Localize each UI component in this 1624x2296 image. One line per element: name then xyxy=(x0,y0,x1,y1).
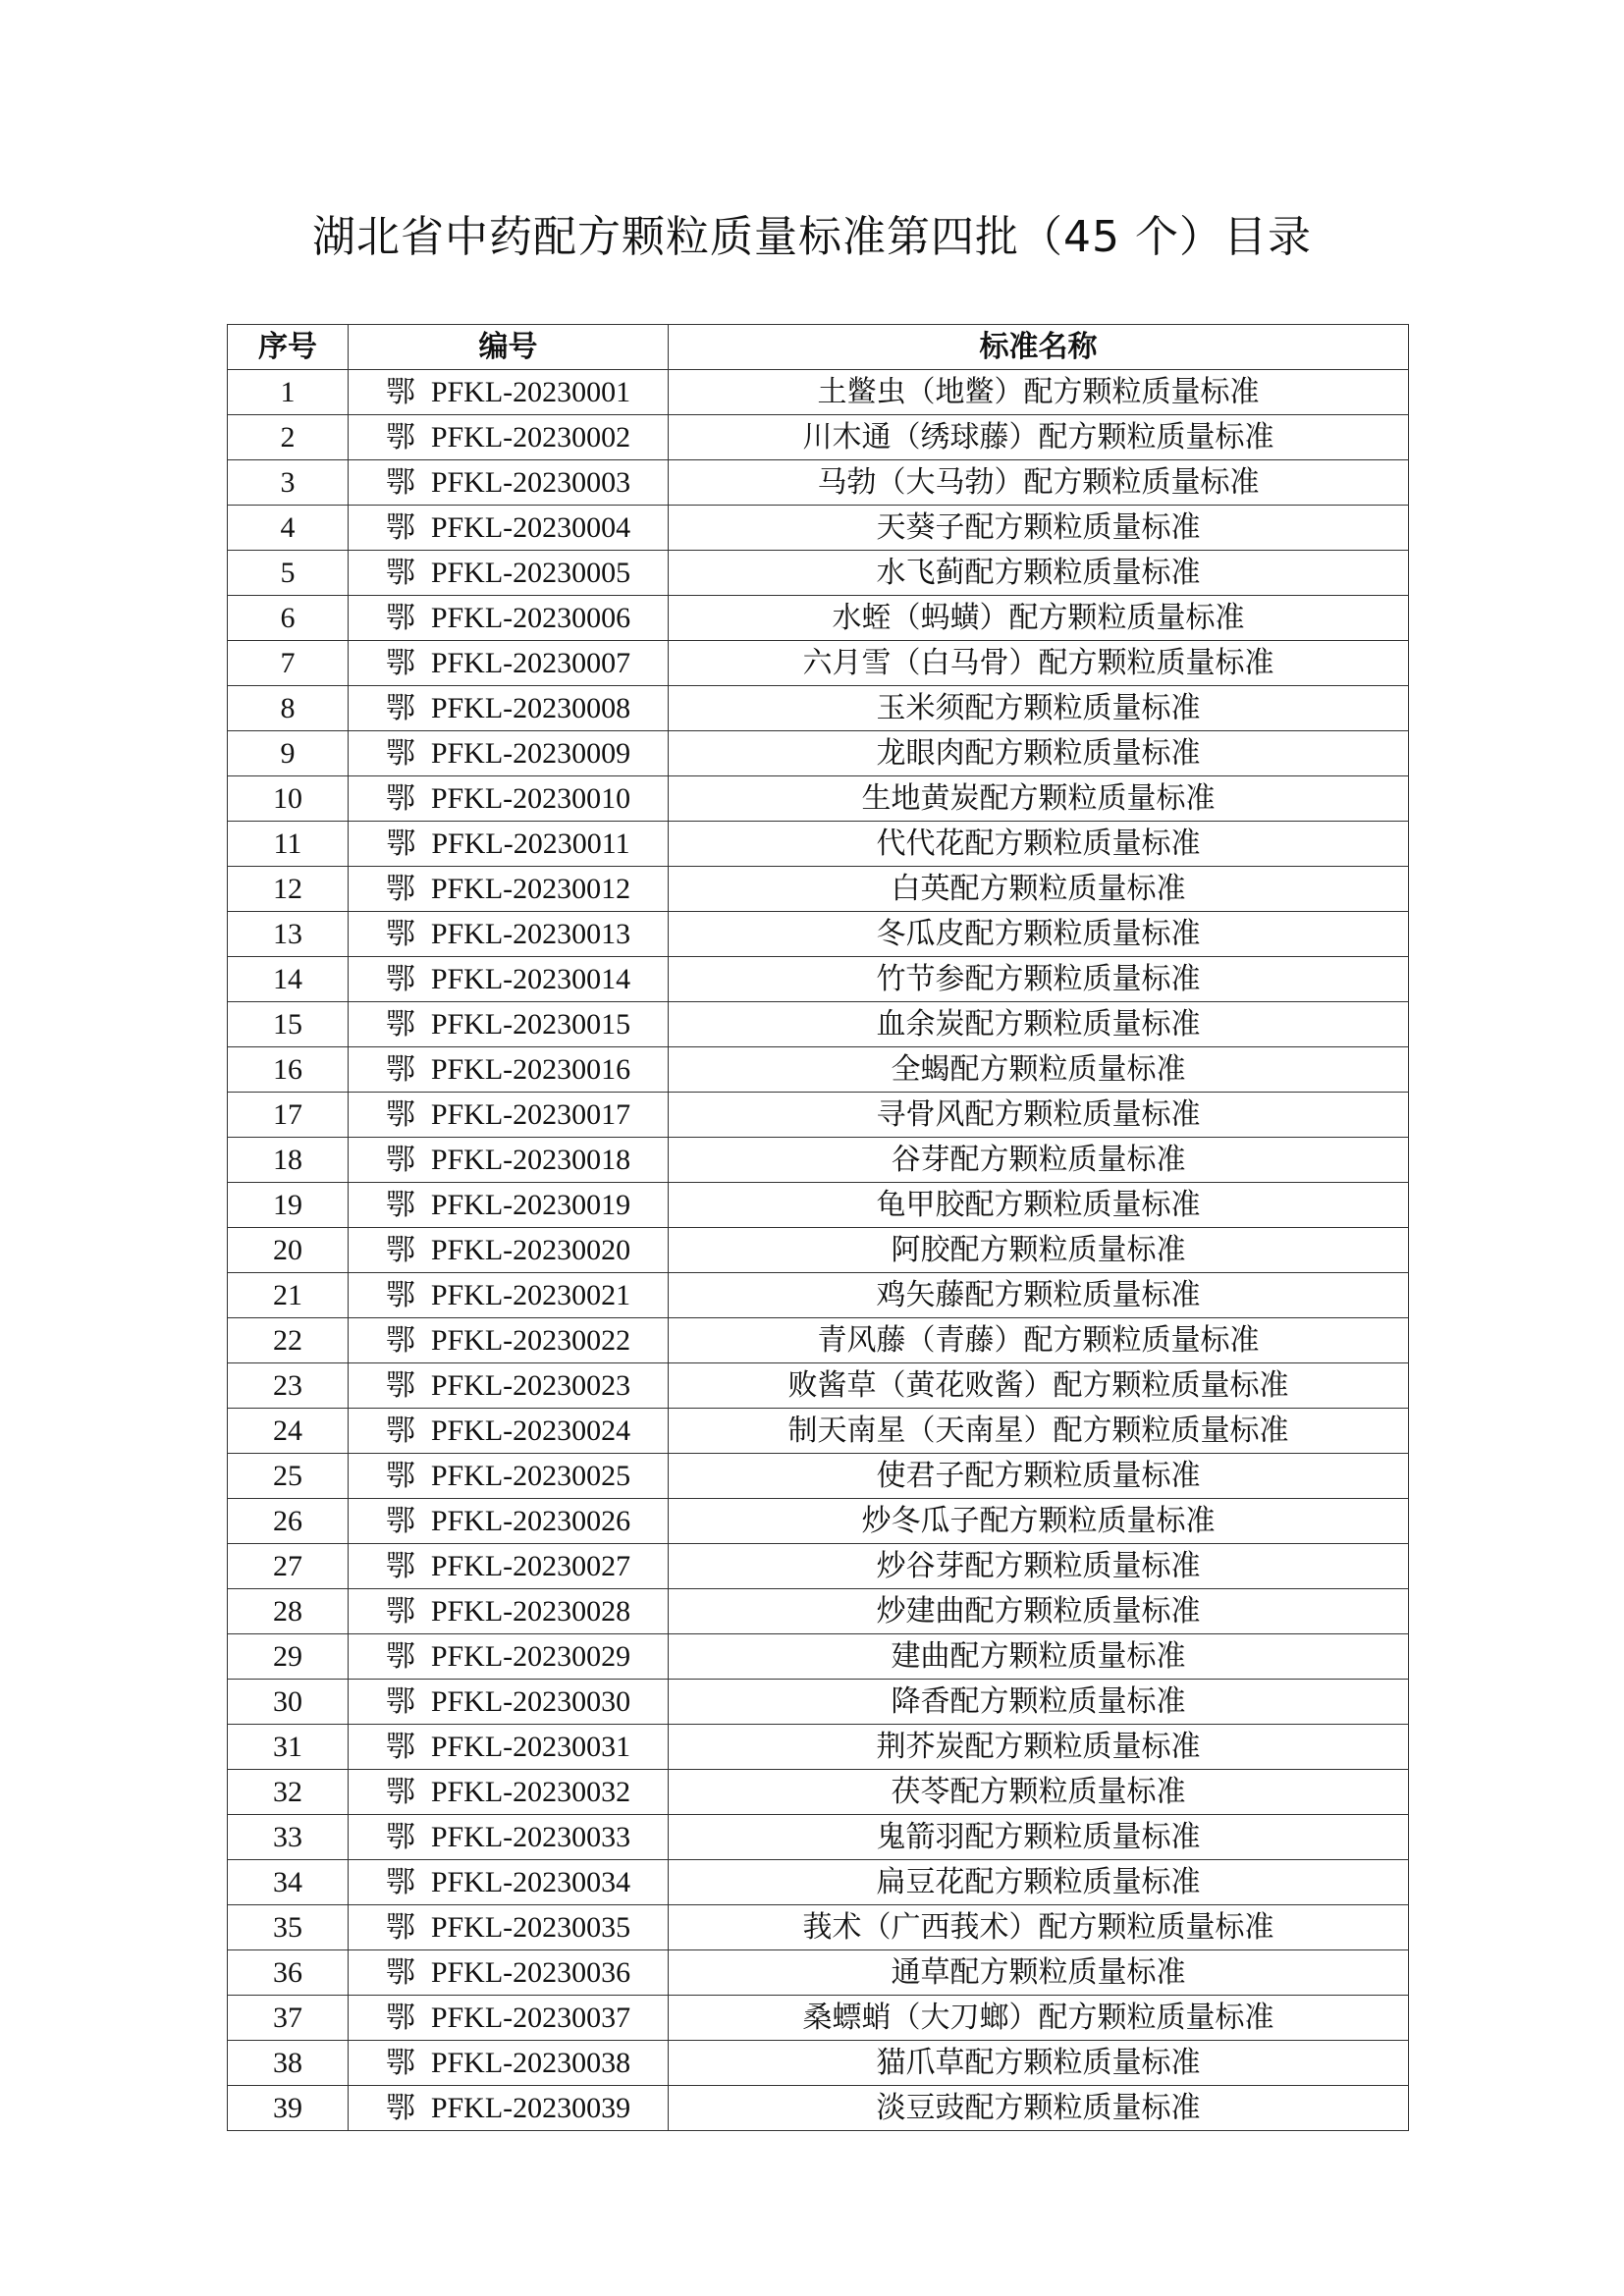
table-row xyxy=(228,1002,1409,1047)
row-code-cell xyxy=(349,1093,669,1138)
row-standard-name: 血余炭配方颗粒质量标准 xyxy=(669,1002,1409,1047)
row-code-cell xyxy=(349,1409,669,1454)
row-serial-no: 6 xyxy=(228,596,349,641)
row-serial-no: 34 xyxy=(228,1860,349,1905)
row-code: PFKL-20230006 xyxy=(430,601,631,634)
row-standard-name: 白英配方颗粒质量标准 xyxy=(669,867,1409,912)
table-row xyxy=(228,596,1409,641)
row-standard-name: 龟甲胶配方颗粒质量标准 xyxy=(669,1183,1409,1228)
row-code-prefix: 鄂 xyxy=(385,1820,415,1853)
row-standard-name: 全蝎配方颗粒质量标准 xyxy=(669,1047,1409,1093)
table-row xyxy=(228,957,1409,1002)
table-row xyxy=(228,1725,1409,1770)
row-code-cell xyxy=(349,731,669,776)
row-serial-no: 31 xyxy=(228,1725,349,1770)
table-row xyxy=(228,776,1409,822)
row-code-cell xyxy=(349,2041,669,2086)
row-standard-name: 谷芽配方颗粒质量标准 xyxy=(669,1138,1409,1183)
row-code-cell xyxy=(349,912,669,957)
row-standard-name: 土鳖虫（地鳖）配方颗粒质量标准 xyxy=(669,370,1409,415)
row-code-prefix: 鄂 xyxy=(385,1730,415,1763)
row-code-prefix: 鄂 xyxy=(386,827,416,860)
table-body xyxy=(228,370,1409,2131)
row-serial-no: 7 xyxy=(228,641,349,686)
row-code-prefix: 鄂 xyxy=(385,1323,415,1357)
row-code-cell xyxy=(349,1273,669,1318)
row-serial-no: 9 xyxy=(228,731,349,776)
row-code-prefix: 鄂 xyxy=(385,1143,415,1176)
table-row xyxy=(228,1950,1409,1996)
table-row xyxy=(228,731,1409,776)
header-serial-no: 序号 xyxy=(228,325,349,370)
row-code-prefix: 鄂 xyxy=(385,1414,415,1447)
row-serial-no: 28 xyxy=(228,1589,349,1634)
row-code-prefix: 鄂 xyxy=(385,601,415,634)
row-code-prefix: 鄂 xyxy=(385,1233,415,1266)
table-row xyxy=(228,415,1409,460)
row-code: PFKL-20230030 xyxy=(430,1684,631,1718)
row-code-cell xyxy=(349,2086,669,2131)
row-code-prefix: 鄂 xyxy=(385,1368,415,1402)
row-code: PFKL-20230035 xyxy=(430,1910,631,1944)
row-serial-no: 36 xyxy=(228,1950,349,1996)
row-standard-name: 鸡矢藤配方颗粒质量标准 xyxy=(669,1273,1409,1318)
table-row xyxy=(228,370,1409,415)
row-code-cell xyxy=(349,686,669,731)
table-row xyxy=(228,1499,1409,1544)
row-code-cell xyxy=(349,551,669,596)
row-code: PFKL-20230018 xyxy=(430,1143,631,1176)
table-row xyxy=(228,1183,1409,1228)
row-code-cell xyxy=(349,370,669,415)
row-code-prefix: 鄂 xyxy=(385,1639,415,1673)
row-code-cell xyxy=(349,641,669,686)
row-serial-no: 26 xyxy=(228,1499,349,1544)
table-row xyxy=(228,686,1409,731)
row-code: PFKL-20230016 xyxy=(430,1052,631,1086)
standards-table xyxy=(227,324,1409,2131)
row-serial-no: 19 xyxy=(228,1183,349,1228)
row-code: PFKL-20230038 xyxy=(430,2046,631,2079)
row-code-cell xyxy=(349,1950,669,1996)
table-row xyxy=(228,1318,1409,1363)
table-row xyxy=(228,1138,1409,1183)
row-code-prefix: 鄂 xyxy=(385,1278,415,1311)
row-serial-no: 11 xyxy=(228,822,349,867)
row-serial-no: 2 xyxy=(228,415,349,460)
table-row xyxy=(228,1996,1409,2041)
row-code-cell xyxy=(349,1544,669,1589)
table-row xyxy=(228,1589,1409,1634)
row-code: PFKL-20230032 xyxy=(430,1775,631,1808)
row-serial-no: 23 xyxy=(228,1363,349,1409)
row-code-prefix: 鄂 xyxy=(385,2001,415,2034)
row-code-cell xyxy=(349,1363,669,1409)
row-standard-name: 制天南星（天南星）配方颗粒质量标准 xyxy=(669,1409,1409,1454)
row-serial-no: 17 xyxy=(228,1093,349,1138)
row-serial-no: 3 xyxy=(228,460,349,506)
row-standard-name: 淡豆豉配方颗粒质量标准 xyxy=(669,2086,1409,2131)
row-standard-name: 鬼箭羽配方颗粒质量标准 xyxy=(669,1815,1409,1860)
row-standard-name: 生地黄炭配方颗粒质量标准 xyxy=(669,776,1409,822)
row-code-cell xyxy=(349,1318,669,1363)
row-code: PFKL-20230031 xyxy=(430,1730,631,1763)
row-serial-no: 33 xyxy=(228,1815,349,1860)
row-code-cell xyxy=(349,1228,669,1273)
row-serial-no: 32 xyxy=(228,1770,349,1815)
row-code: PFKL-20230033 xyxy=(430,1820,631,1853)
row-code: PFKL-20230029 xyxy=(430,1639,631,1673)
row-code: PFKL-20230037 xyxy=(430,2001,631,2034)
row-code: PFKL-20230012 xyxy=(430,872,631,905)
row-serial-no: 5 xyxy=(228,551,349,596)
row-code-prefix: 鄂 xyxy=(385,1594,415,1628)
row-code-prefix: 鄂 xyxy=(385,736,415,770)
row-serial-no: 25 xyxy=(228,1454,349,1499)
table-row xyxy=(228,822,1409,867)
row-code: PFKL-20230008 xyxy=(430,691,631,724)
row-code-cell xyxy=(349,1002,669,1047)
row-serial-no: 15 xyxy=(228,1002,349,1047)
page-title: 湖北省中药配方颗粒质量标准第四批（45 个）目录 xyxy=(312,212,1312,262)
row-code: PFKL-20230011 xyxy=(431,827,630,860)
row-serial-no: 18 xyxy=(228,1138,349,1183)
row-code-prefix: 鄂 xyxy=(385,1504,415,1537)
row-serial-no: 37 xyxy=(228,1996,349,2041)
table-row xyxy=(228,1228,1409,1273)
row-standard-name: 荆芥炭配方颗粒质量标准 xyxy=(669,1725,1409,1770)
row-serial-no: 38 xyxy=(228,2041,349,2086)
row-standard-name: 六月雪（白马骨）配方颗粒质量标准 xyxy=(669,641,1409,686)
row-serial-no: 1 xyxy=(228,370,349,415)
row-code-prefix: 鄂 xyxy=(385,1188,415,1221)
row-code: PFKL-20230024 xyxy=(430,1414,631,1447)
row-code-prefix: 鄂 xyxy=(385,510,415,544)
row-code-prefix: 鄂 xyxy=(385,1684,415,1718)
header-standard-name: 标准名称 xyxy=(669,325,1409,370)
table-row xyxy=(228,460,1409,506)
row-code-cell xyxy=(349,460,669,506)
row-code: PFKL-20230027 xyxy=(430,1549,631,1582)
table-header-row xyxy=(228,325,1409,370)
row-code-prefix: 鄂 xyxy=(385,556,415,589)
row-standard-name: 莪术（广西莪术）配方颗粒质量标准 xyxy=(669,1905,1409,1950)
row-code: PFKL-20230021 xyxy=(430,1278,631,1311)
row-code-cell xyxy=(349,1725,669,1770)
row-standard-name: 猫爪草配方颗粒质量标准 xyxy=(669,2041,1409,2086)
row-code: PFKL-20230001 xyxy=(430,375,631,408)
row-standard-name: 炒冬瓜子配方颗粒质量标准 xyxy=(669,1499,1409,1544)
row-code: PFKL-20230004 xyxy=(430,510,631,544)
row-code-prefix: 鄂 xyxy=(385,646,415,679)
row-serial-no: 20 xyxy=(228,1228,349,1273)
row-code: PFKL-20230022 xyxy=(430,1323,631,1357)
row-code-cell xyxy=(349,1589,669,1634)
table-row xyxy=(228,2086,1409,2131)
row-code-cell xyxy=(349,1996,669,2041)
row-code: PFKL-20230014 xyxy=(430,962,631,995)
row-serial-no: 29 xyxy=(228,1634,349,1680)
row-standard-name: 桑螵蛸（大刀螂）配方颗粒质量标准 xyxy=(669,1996,1409,2041)
row-serial-no: 21 xyxy=(228,1273,349,1318)
table-row xyxy=(228,2041,1409,2086)
row-standard-name: 龙眼肉配方颗粒质量标准 xyxy=(669,731,1409,776)
row-code-prefix: 鄂 xyxy=(385,1910,415,1944)
row-code: PFKL-20230013 xyxy=(430,917,631,950)
row-standard-name: 代代花配方颗粒质量标准 xyxy=(669,822,1409,867)
row-standard-name: 川木通（绣球藤）配方颗粒质量标准 xyxy=(669,415,1409,460)
row-code: PFKL-20230020 xyxy=(430,1233,631,1266)
row-standard-name: 寻骨风配方颗粒质量标准 xyxy=(669,1093,1409,1138)
row-standard-name: 马勃（大马勃）配方颗粒质量标准 xyxy=(669,460,1409,506)
table-row xyxy=(228,506,1409,551)
row-serial-no: 30 xyxy=(228,1680,349,1725)
row-serial-no: 12 xyxy=(228,867,349,912)
row-code-prefix: 鄂 xyxy=(385,872,415,905)
row-serial-no: 22 xyxy=(228,1318,349,1363)
row-code-prefix: 鄂 xyxy=(385,1459,415,1492)
row-code-prefix: 鄂 xyxy=(385,1052,415,1086)
row-code-cell xyxy=(349,1680,669,1725)
row-serial-no: 24 xyxy=(228,1409,349,1454)
row-code: PFKL-20230036 xyxy=(430,1955,631,1989)
header-code: 编号 xyxy=(349,325,669,370)
row-code-cell xyxy=(349,1634,669,1680)
table-row xyxy=(228,1634,1409,1680)
row-standard-name: 通草配方颗粒质量标准 xyxy=(669,1950,1409,1996)
row-code-cell xyxy=(349,415,669,460)
row-standard-name: 降香配方颗粒质量标准 xyxy=(669,1680,1409,1725)
row-standard-name: 使君子配方颗粒质量标准 xyxy=(669,1454,1409,1499)
row-standard-name: 天葵子配方颗粒质量标准 xyxy=(669,506,1409,551)
row-code: PFKL-20230039 xyxy=(430,2091,631,2124)
row-code-cell xyxy=(349,957,669,1002)
row-code-prefix: 鄂 xyxy=(385,2046,415,2079)
row-standard-name: 炒谷芽配方颗粒质量标准 xyxy=(669,1544,1409,1589)
table-row xyxy=(228,1363,1409,1409)
row-code: PFKL-20230010 xyxy=(430,781,631,815)
row-standard-name: 水蛭（蚂蟥）配方颗粒质量标准 xyxy=(669,596,1409,641)
row-standard-name: 冬瓜皮配方颗粒质量标准 xyxy=(669,912,1409,957)
row-serial-no: 14 xyxy=(228,957,349,1002)
row-code-prefix: 鄂 xyxy=(385,1775,415,1808)
row-serial-no: 39 xyxy=(228,2086,349,2131)
row-standard-name: 败酱草（黄花败酱）配方颗粒质量标准 xyxy=(669,1363,1409,1409)
row-code-cell xyxy=(349,1770,669,1815)
row-standard-name: 玉米须配方颗粒质量标准 xyxy=(669,686,1409,731)
row-code-prefix: 鄂 xyxy=(385,2091,415,2124)
table-row xyxy=(228,1409,1409,1454)
row-standard-name: 茯苓配方颗粒质量标准 xyxy=(669,1770,1409,1815)
table-row xyxy=(228,1093,1409,1138)
table-row xyxy=(228,1047,1409,1093)
row-serial-no: 16 xyxy=(228,1047,349,1093)
table-row xyxy=(228,1544,1409,1589)
row-standard-name: 水飞蓟配方颗粒质量标准 xyxy=(669,551,1409,596)
row-code: PFKL-20230005 xyxy=(430,556,631,589)
row-serial-no: 4 xyxy=(228,506,349,551)
row-code-prefix: 鄂 xyxy=(385,1955,415,1989)
table-row xyxy=(228,1905,1409,1950)
table-row xyxy=(228,1454,1409,1499)
row-code: PFKL-20230015 xyxy=(430,1007,631,1041)
row-code: PFKL-20230017 xyxy=(430,1097,631,1131)
row-code-cell xyxy=(349,1047,669,1093)
row-standard-name: 扁豆花配方颗粒质量标准 xyxy=(669,1860,1409,1905)
table-row xyxy=(228,1680,1409,1725)
row-serial-no: 8 xyxy=(228,686,349,731)
row-code-prefix: 鄂 xyxy=(385,465,415,499)
row-code-prefix: 鄂 xyxy=(385,917,415,950)
row-code-cell xyxy=(349,1860,669,1905)
row-code-prefix: 鄂 xyxy=(385,962,415,995)
row-code: PFKL-20230007 xyxy=(430,646,631,679)
row-standard-name: 阿胶配方颗粒质量标准 xyxy=(669,1228,1409,1273)
row-code-prefix: 鄂 xyxy=(385,1097,415,1131)
row-code-cell xyxy=(349,1499,669,1544)
row-code: PFKL-20230028 xyxy=(430,1594,631,1628)
table-row xyxy=(228,1770,1409,1815)
row-code: PFKL-20230025 xyxy=(430,1459,631,1492)
row-code-prefix: 鄂 xyxy=(385,781,415,815)
table-row xyxy=(228,1860,1409,1905)
row-code-prefix: 鄂 xyxy=(385,1865,415,1898)
row-code-prefix: 鄂 xyxy=(385,1549,415,1582)
row-code-cell xyxy=(349,596,669,641)
row-code: PFKL-20230034 xyxy=(430,1865,631,1898)
row-code-cell xyxy=(349,1138,669,1183)
row-code: PFKL-20230023 xyxy=(430,1368,631,1402)
row-code-cell xyxy=(349,867,669,912)
table-row xyxy=(228,551,1409,596)
row-code-cell xyxy=(349,1454,669,1499)
row-code-prefix: 鄂 xyxy=(385,691,415,724)
row-code-cell xyxy=(349,506,669,551)
row-code-cell xyxy=(349,1183,669,1228)
row-code: PFKL-20230003 xyxy=(430,465,631,499)
table-row xyxy=(228,641,1409,686)
row-serial-no: 35 xyxy=(228,1905,349,1950)
row-code-cell xyxy=(349,776,669,822)
row-code-cell xyxy=(349,1905,669,1950)
row-serial-no: 10 xyxy=(228,776,349,822)
row-code-prefix: 鄂 xyxy=(385,420,415,454)
table-row xyxy=(228,867,1409,912)
table-row xyxy=(228,912,1409,957)
row-code-prefix: 鄂 xyxy=(385,1007,415,1041)
row-standard-name: 炒建曲配方颗粒质量标准 xyxy=(669,1589,1409,1634)
row-standard-name: 青风藤（青藤）配方颗粒质量标准 xyxy=(669,1318,1409,1363)
row-standard-name: 竹节参配方颗粒质量标准 xyxy=(669,957,1409,1002)
table-row xyxy=(228,1815,1409,1860)
table-row xyxy=(228,1273,1409,1318)
row-serial-no: 13 xyxy=(228,912,349,957)
row-code: PFKL-20230002 xyxy=(430,420,631,454)
row-code-cell xyxy=(349,822,669,867)
row-code: PFKL-20230019 xyxy=(430,1188,631,1221)
row-code: PFKL-20230009 xyxy=(430,736,631,770)
row-code-prefix: 鄂 xyxy=(385,375,415,408)
row-code: PFKL-20230026 xyxy=(430,1504,631,1537)
row-serial-no: 27 xyxy=(228,1544,349,1589)
row-standard-name: 建曲配方颗粒质量标准 xyxy=(669,1634,1409,1680)
row-code-cell xyxy=(349,1815,669,1860)
